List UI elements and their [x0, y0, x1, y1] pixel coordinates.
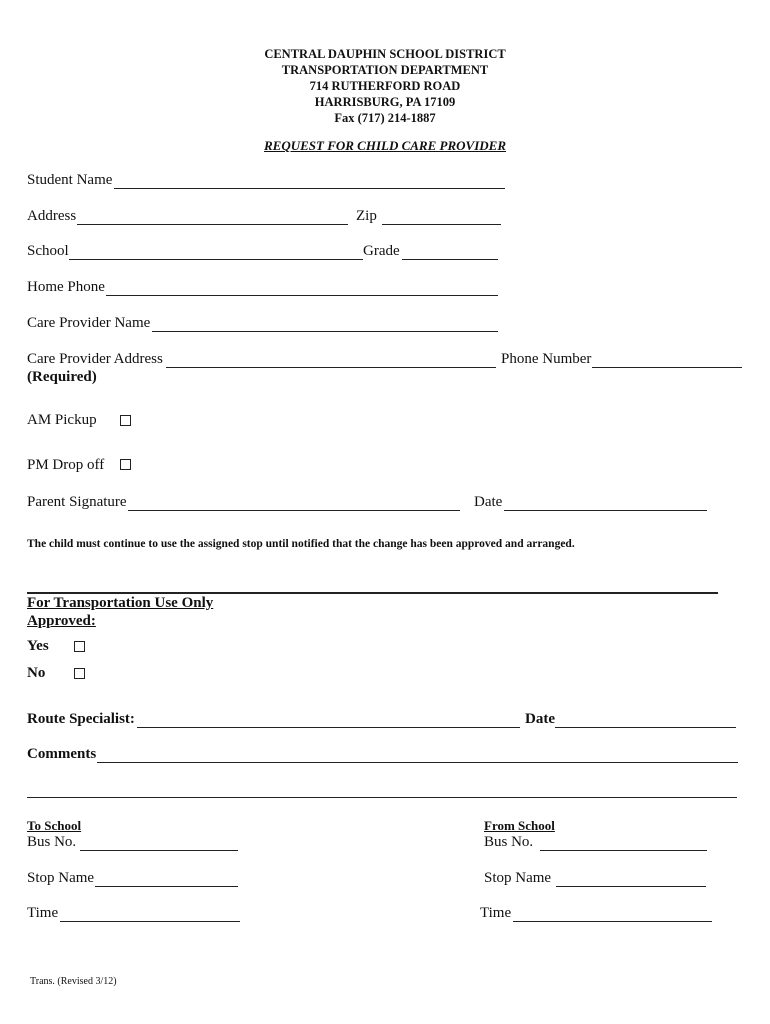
office-use-heading: For Transportation Use Only [27, 595, 214, 611]
revision-footer: Trans. (Revised 3/12) [30, 976, 117, 987]
comments-field[interactable] [97, 762, 738, 763]
form-title: REQUEST FOR CHILD CARE PROVIDER [263, 138, 506, 153]
phone-number-label: Phone Number [501, 351, 592, 367]
to-school-bus-no-label: Bus No. [27, 834, 77, 850]
to-school-heading: To School [27, 818, 82, 833]
required-note: (Required) [27, 369, 97, 385]
am-pickup-checkbox[interactable] [120, 415, 131, 426]
office-date-field[interactable] [555, 727, 736, 728]
yes-label: Yes [27, 638, 49, 654]
care-provider-name-field[interactable] [152, 331, 498, 332]
department-name: TRANSPORTATION DEPARTMENT [281, 63, 489, 77]
district-name: CENTRAL DAUPHIN SCHOOL DISTRICT [264, 47, 506, 61]
date-field[interactable] [504, 510, 707, 511]
approved-label: Approved: [27, 613, 96, 629]
address-label: Address [27, 208, 77, 224]
approved-no-checkbox[interactable] [74, 668, 85, 679]
from-school-stop-name-field[interactable] [556, 886, 706, 887]
care-provider-address-label: Care Provider Address [27, 351, 163, 367]
from-school-heading: From School [484, 818, 555, 833]
section-divider [27, 592, 718, 594]
to-school-stop-name-label: Stop Name [27, 870, 95, 886]
student-name-label: Student Name [27, 172, 113, 188]
fax-number: Fax (717) 214-1887 [334, 111, 436, 125]
city-state-zip: HARRISBURG, PA 17109 [314, 95, 456, 109]
home-phone-field[interactable] [106, 295, 498, 296]
grade-label: Grade [363, 243, 400, 259]
grade-field[interactable] [402, 259, 498, 260]
from-school-bus-no-field[interactable] [540, 850, 707, 851]
no-label: No [27, 665, 46, 681]
office-date-label: Date [525, 711, 555, 727]
date-label: Date [474, 494, 503, 510]
home-phone-label: Home Phone [27, 279, 105, 295]
from-school-time-label: Time [480, 905, 512, 921]
parent-signature-field[interactable] [128, 510, 460, 511]
from-school-stop-name-label: Stop Name [484, 870, 552, 886]
to-school-stop-name-field[interactable] [95, 886, 238, 887]
care-provider-address-field[interactable] [166, 367, 496, 368]
comments-label: Comments [27, 746, 97, 762]
to-school-time-field[interactable] [60, 921, 240, 922]
to-school-time-label: Time [27, 905, 59, 921]
pm-dropoff-label: PM Drop off [27, 457, 105, 473]
phone-number-field[interactable] [592, 367, 742, 368]
care-provider-name-label: Care Provider Name [27, 315, 151, 331]
zip-label: Zip [356, 208, 377, 224]
route-specialist-field[interactable] [137, 727, 520, 728]
comments-field-line-2[interactable] [27, 797, 737, 798]
approved-yes-checkbox[interactable] [74, 641, 85, 652]
street-address: 714 RUTHERFORD ROAD [309, 79, 461, 93]
school-field[interactable] [69, 259, 363, 260]
from-school-time-field[interactable] [513, 921, 712, 922]
parent-signature-label: Parent Signature [27, 494, 127, 510]
from-school-bus-no-label: Bus No. [484, 834, 534, 850]
stop-notice: The child must continue to use the assigned stop until notified that the change has been approved and arranged. [27, 538, 575, 550]
school-label: School [27, 243, 69, 259]
address-field[interactable] [77, 224, 348, 225]
route-specialist-label: Route Specialist: [27, 711, 135, 727]
to-school-bus-no-field[interactable] [80, 850, 238, 851]
zip-field[interactable] [382, 224, 501, 225]
am-pickup-label: AM Pickup [27, 412, 97, 428]
pm-dropoff-checkbox[interactable] [120, 459, 131, 470]
student-name-field[interactable] [114, 188, 505, 189]
